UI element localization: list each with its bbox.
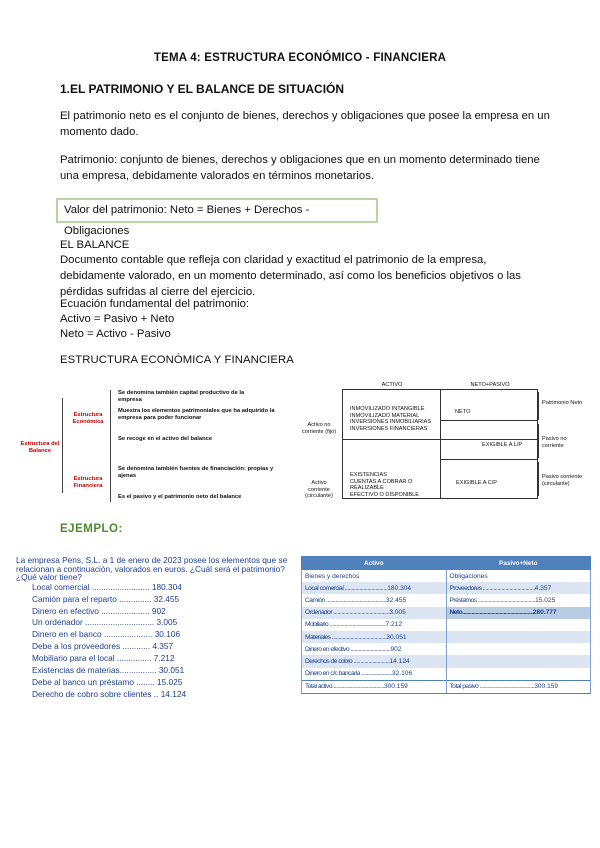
table-cell xyxy=(446,631,591,643)
example-item: Debe a los proveedores ............ 4.357 xyxy=(32,641,174,651)
diagram-ac-label: Activo corriente (circulante) xyxy=(305,480,333,499)
table-subheader-activo: Bienes y derechos xyxy=(302,570,447,583)
anc-item: INMOVILIZADO MATERIAL xyxy=(350,412,420,419)
example-item: Dinero en el banco ..................... 30.106 xyxy=(32,629,181,639)
table-cell: Total pasivo .........................................300.159 xyxy=(446,680,591,693)
example-item: Debe al banco un préstamo ........ 15.025 xyxy=(32,677,183,687)
table-cell: Neto.....................................................280.777 xyxy=(446,607,591,619)
balance-structure-diagram xyxy=(300,380,592,510)
table-header-activo: Activo xyxy=(302,557,447,570)
example-item: Derecho de cobro sobre clientes .. 14.124 xyxy=(32,689,187,699)
balance-table xyxy=(301,556,591,694)
diagram-financiera-text-1: Se denomina también fuentes de financiación: propias y ajenas xyxy=(118,466,274,479)
anc-item: INVERSIONES INMOBILIARIAS xyxy=(350,419,432,425)
structure-diagram xyxy=(14,388,294,508)
section-heading-estructura: ESTRUCTURA ECONÓMICA Y FINANCIERA xyxy=(60,354,294,366)
table-row xyxy=(302,570,591,583)
table-cell xyxy=(446,643,591,655)
diagram-col-activo: ACTIVO xyxy=(381,382,403,388)
section-heading-patrimonio: 1.EL PATRIMONIO Y EL BALANCE DE SITUACIÓN xyxy=(60,82,345,96)
diagram-anc-label: Activo no corriente (fijo) xyxy=(301,422,337,435)
anc-item: INMOVILIZADO INTANGIBLE xyxy=(350,406,425,412)
table-header-pasivo: Pasivo+Neto xyxy=(446,557,591,570)
diagram-vertical-divider xyxy=(440,389,441,498)
diagram-pnc-label: Pasivo no corriente xyxy=(542,436,567,449)
diagram-financiera-label: Estructura Financiera xyxy=(73,476,103,489)
paragraph-patrimonio-neto: El patrimonio neto es el conjunto de bienes, derechos y obligaciones que posee la empresa en un momento dado. xyxy=(60,110,550,138)
ac-item: EFECTIVO O DISPONIBLE xyxy=(350,491,420,498)
table-row xyxy=(302,594,591,606)
table-row xyxy=(302,619,591,631)
example-item: Un ordenador .............................. 3.005 xyxy=(32,617,178,627)
table-cell: Total activo.......................................300.159 xyxy=(302,680,447,693)
page-title: TEMA 4: ESTRUCTURA ECONÓMICO - FINANCIERA xyxy=(153,52,447,64)
diagram-root-label: Estructura del Balance xyxy=(20,441,60,454)
table-cell: Materiales .........................................30.051 xyxy=(302,631,447,643)
table-cell xyxy=(446,668,591,681)
example-heading: EJEMPLO: xyxy=(60,523,123,535)
table-cell: Dinero en efectivo ..............................902 xyxy=(302,643,447,655)
diagram-ac-items xyxy=(350,472,438,498)
equation-label: Ecuación fundamental del patrimonio: xyxy=(60,298,250,310)
diagram-divider-neto xyxy=(440,420,537,421)
diagram-bracket-economica xyxy=(110,390,117,444)
diagram-exig-cp-label: EXIGIBLE A C/P xyxy=(456,480,498,486)
diagram-horizontal-divider-activo xyxy=(342,439,537,440)
table-cell: Mobiliario ..........................................7.212 xyxy=(302,619,447,631)
table-row xyxy=(302,582,591,594)
diagram-pat-neto-label: Patrimonio Neto xyxy=(542,400,583,406)
diagram-exig-lp-label: EXIGIBLE A L/P xyxy=(482,442,523,448)
diagram-divider-lp xyxy=(440,459,537,460)
diagram-bracket-financiera xyxy=(110,442,117,502)
paragraph-patrimonio-definicion: Patrimonio: conjunto de bienes, derechos y obligaciones que en un momento determinado tiene una empresa, debidamente valorados en términos monetarios. xyxy=(60,154,540,182)
ac-item: CUENTAS A COBRAR O REALIZABLE xyxy=(350,478,413,491)
table-row xyxy=(302,607,591,619)
diagram-pc-label: Pasivo corriente (circulante) xyxy=(542,474,583,487)
table-row xyxy=(302,643,591,655)
table-cell: Ordenador ..........................................3.005 xyxy=(302,607,447,619)
table-cell: Proveedores .......................................4.357 xyxy=(446,582,591,594)
table-cell: Camión .............................................32.455 xyxy=(302,594,447,606)
table-cell: Dinero en c/c bancaria .......................32.106 xyxy=(302,668,447,681)
table-cell: Derechos de cobro ...........................14.124 xyxy=(302,655,447,667)
table-cell xyxy=(446,619,591,631)
diagram-financiera-text-2: Es el pasivo y el patrimonio neto del balance xyxy=(118,494,242,500)
example-item: Mobiliario para el local ............... 7.212 xyxy=(32,653,175,663)
table-subheader-pasivo: Obligaciones xyxy=(446,570,591,583)
example-item: Local comercial ......................... 180.304 xyxy=(32,582,182,592)
example-item: Existencias de materias................ 30.051 xyxy=(32,665,185,675)
balance-heading: EL BALANCE xyxy=(60,239,130,251)
equation-neto: Neto = Activo - Pasivo xyxy=(60,328,171,340)
table-row xyxy=(302,655,591,667)
diagram-economica-text-3: Se recoge en el activo del balance xyxy=(118,436,213,442)
table-row xyxy=(302,631,591,643)
diagram-neto-label: NETO xyxy=(455,409,471,415)
diagram-economica-text-1: Se denomina también capital productivo de la empresa xyxy=(118,390,245,403)
table-row xyxy=(302,668,591,681)
diagram-economica-label: Estructura Económica xyxy=(72,412,104,425)
balance-definition: Documento contable que refleja con claridad y exactitud el patrimonio de la empresa, debidamente valorado, en un momento determinado, así como los beneficios objetivos o las pérdidas sufridas al cierre del ejercicio. xyxy=(60,254,521,298)
equation-activo: Activo = Pasivo + Neto xyxy=(60,313,175,325)
ac-item: EXISTENCIAS xyxy=(350,472,387,478)
table-total-row xyxy=(302,680,591,693)
example-item: Dinero en efectivo ..................... 902 xyxy=(32,606,166,616)
diagram-economica-text-2: Muestra los elementos patrimoniales que ha adquirido la empresa para poder funcionar xyxy=(118,408,275,421)
table-cell: Préstamos ...........................................15.025 xyxy=(446,594,591,606)
anc-item: INVERSIONES FINANCIERAS xyxy=(350,425,428,432)
formula-box: Valor del patrimonio: Neto = Bienes + Derechos - Obligaciones xyxy=(56,198,378,223)
table-cell xyxy=(446,655,591,667)
diagram-anc-items xyxy=(350,406,438,432)
table-cell: Local comercial ................................180.304 xyxy=(302,582,447,594)
diagram-col-neto-pasivo: NETO+PASIVO xyxy=(470,382,510,388)
example-item: Camión para el reparto .............. 32.455 xyxy=(32,594,180,604)
example-intro: La empresa Pens, S.L. a 1 de enero de 2023 posee los elementos que se relacionan a continuación, valorados en euros. ¿Cuál será el patrimonio? ¿Qué valor tiene? xyxy=(16,555,288,582)
